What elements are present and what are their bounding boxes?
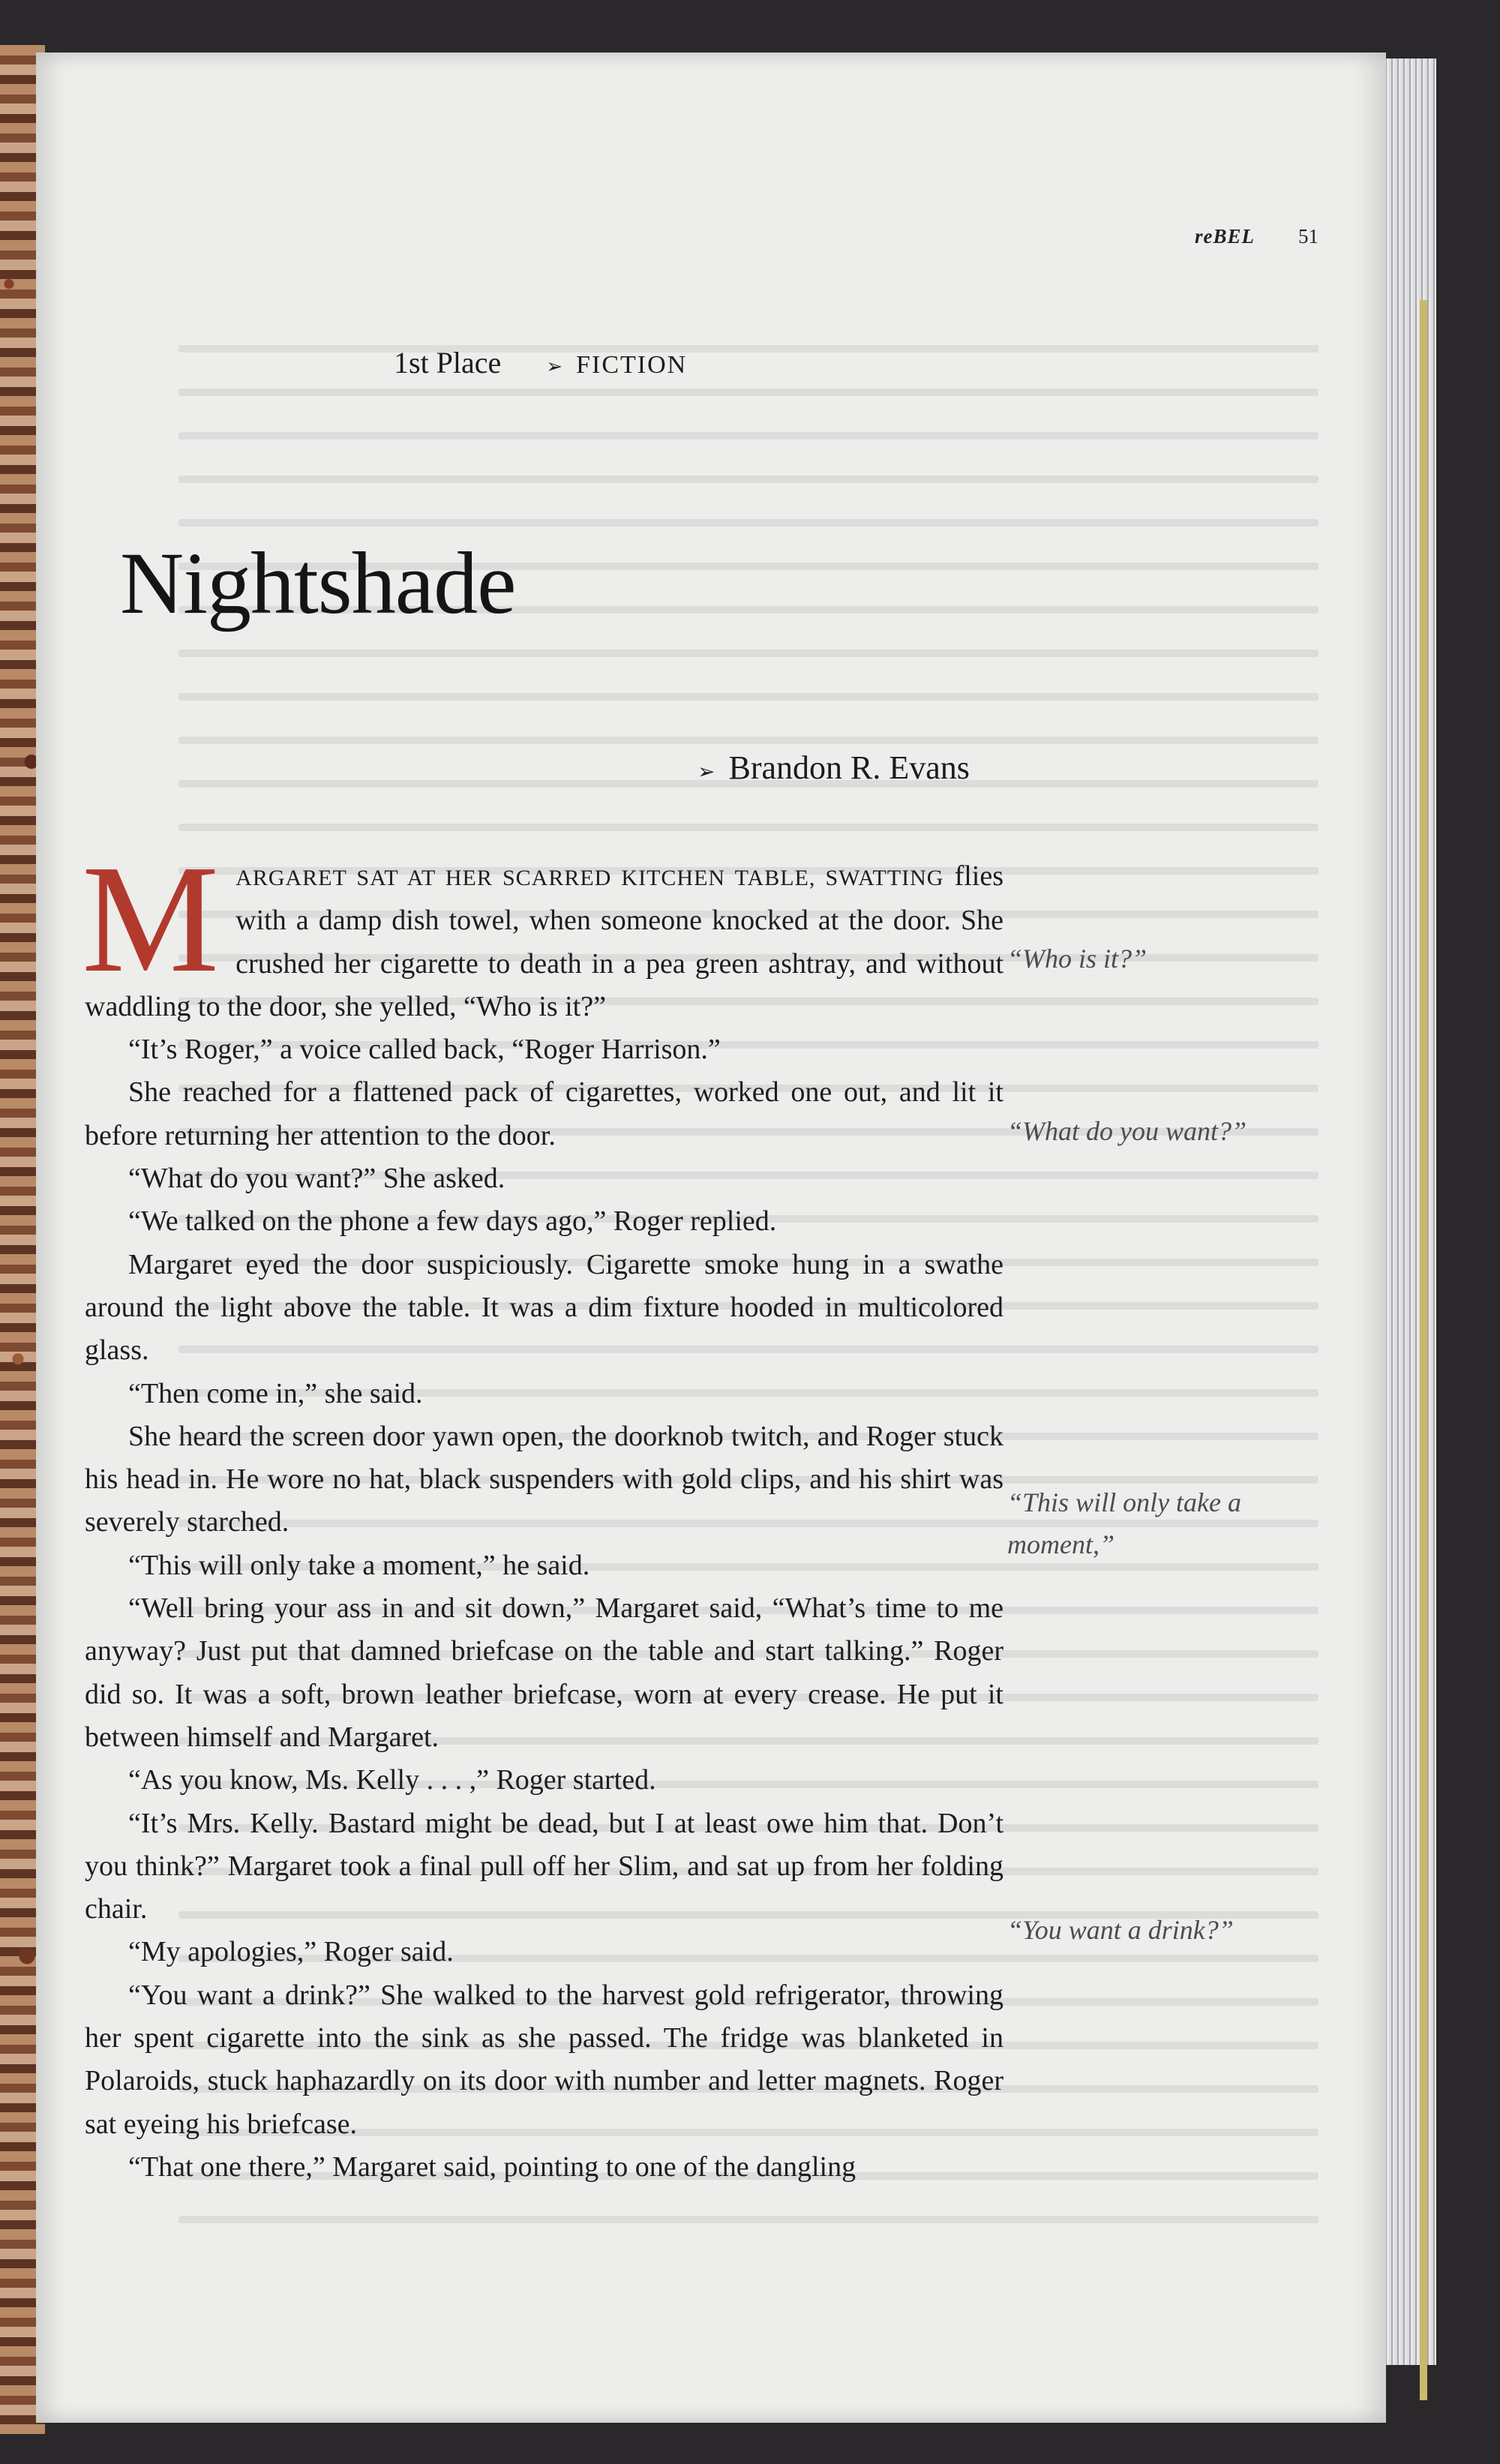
lead-in-caps: ARGARET SAT AT HER SCARRED KITCHEN TABLE, SWATTING xyxy=(236,866,944,890)
byline xyxy=(698,749,970,787)
opening-paragraph xyxy=(82,833,1004,1028)
pullquote: “This will only take a moment,” xyxy=(1007,1487,1242,1559)
paragraph: She heard the screen door yawn open, the doorknob twitch, and Roger stuck his head in. He wore no hat, black suspenders with gold clips, and his shirt was severely starched. xyxy=(85,1420,1004,1538)
running-head xyxy=(1195,225,1318,248)
paragraph: “That one there,” Margaret said, pointing to one of the dangling xyxy=(128,2150,856,2183)
section-name: FICTION xyxy=(576,351,688,379)
fleuron-arrow-icon: ➢ xyxy=(698,761,716,784)
paragraph: “What do you want?” She asked. xyxy=(128,1163,506,1195)
drop-cap: M xyxy=(82,833,220,1004)
paragraph: “As you know, Ms. Kelly . . . ,” Roger started. xyxy=(128,1764,656,1796)
paragraph: “This will only take a moment,” he said. xyxy=(128,1549,590,1581)
paragraph: “My apologies,” Roger said. xyxy=(128,1936,454,1968)
story-body xyxy=(82,833,1004,2189)
magazine-name: reBEL xyxy=(1194,225,1255,248)
fleuron-arrow-icon: ➢ xyxy=(546,356,565,377)
author-name: Brandon R. Evans xyxy=(728,749,970,786)
magazine-page xyxy=(36,53,1386,2423)
paragraph: She reached for a flattened pack of cigarettes, worked one out, and lit it before returning her attention to the door. xyxy=(85,1076,1004,1151)
paragraph: “It’s Roger,” a voice called back, “Roger Harrison.” xyxy=(128,1034,721,1066)
paragraph: “It’s Mrs. Kelly. Bastard might be dead, but I at least owe him that. Don’t you think?” Margaret took a final pull off her Slim, and sat up from her folding chair. xyxy=(85,1807,1004,1925)
pullquote: “Who is it?” xyxy=(1007,944,1148,974)
award-place: 1st Place xyxy=(394,346,502,380)
story-title: Nightshade xyxy=(120,534,516,632)
paragraph: “Then come in,” she said. xyxy=(128,1377,423,1409)
pullquote: “What do you want?” xyxy=(1007,1116,1247,1146)
paragraph: “Well bring your ass in and sit down,” Margaret said, “What’s time to me anyway? Just put that damned briefcase on the table and start talking.” Roger did so. It was a soft, brown leather briefcase, worn at every crease. He put it between himself and Margaret. xyxy=(85,1592,1004,1753)
story-kicker xyxy=(394,345,687,380)
pullquote: “You want a drink?” xyxy=(1007,1915,1234,1945)
opening-text: flies with a damp dish towel, when someone knocked at the door. She crushed her cigarette to death in a pea green ashtray, and without waddling to the door, she yelled, “Who is it?” xyxy=(85,860,1004,1022)
section-label xyxy=(546,351,687,380)
cover-edge xyxy=(1420,300,1427,2400)
page-number: 51 xyxy=(1298,225,1318,248)
paragraph: “You want a drink?” She walked to the harvest gold refrigerator, throwing her spent cigarette into the sink as she passed. The fridge was blanketed in Polaroids, stuck haphazardly on its door with number and letter magnets. Roger sat eyeing his briefcase. xyxy=(85,1979,1004,2140)
paragraph: Margaret eyed the door suspiciously. Cigarette smoke hung in a swathe around the light above the table. It was a dim fixture hooded in multicolored glass. xyxy=(85,1248,1004,1367)
paragraph: “We talked on the phone a few days ago,” Roger replied. xyxy=(128,1205,777,1238)
